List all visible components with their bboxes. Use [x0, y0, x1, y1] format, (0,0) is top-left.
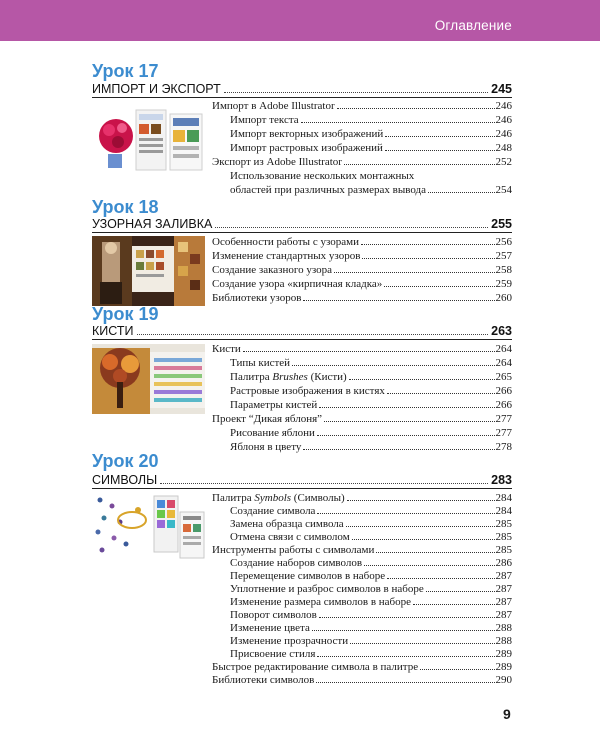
chapter-line[interactable] [92, 473, 512, 487]
divider [92, 339, 512, 340]
lesson-19-thumbnail [92, 344, 205, 414]
toc-entry[interactable]: Экспорт из Adobe Illustrator 252 [212, 156, 512, 168]
toc-entry[interactable]: Библиотеки узоров 260 [212, 292, 512, 304]
chapter-line[interactable] [92, 217, 512, 231]
toc-entry[interactable]: Особенности работы с узорами 256 [212, 236, 512, 248]
toc-entry[interactable]: Быстрое редактирование символа в палитре 289 [212, 661, 512, 673]
chapter-title: СИМВОЛЫ [92, 473, 158, 487]
lesson-18-thumbnail [92, 236, 205, 306]
chapter-line[interactable] [92, 324, 512, 338]
lesson-label: Урок 17 [92, 61, 159, 81]
chapter-title: КИСТИ [92, 324, 134, 338]
toc-entry[interactable]: Импорт растровых изображений 248 [230, 142, 512, 154]
toc-entry[interactable]: Создание узора «кирпичная кладка» 259 [212, 278, 512, 290]
toc-entry[interactable]: Перемещение символов в наборе 287 [230, 570, 512, 582]
chapter-title: УЗОРНАЯ ЗАЛИВКА [92, 217, 213, 231]
toc-entry[interactable]: Библиотеки символов 290 [212, 674, 512, 686]
divider [92, 232, 512, 233]
toc-entry[interactable]: Яблоня в цвету 278 [230, 441, 512, 453]
chapter-page: 283 [491, 473, 512, 487]
toc-entry[interactable]: Параметры кистей 266 [230, 399, 512, 411]
toc-entry[interactable]: Поворот символов 287 [230, 609, 512, 621]
chapter-title: ИМПОРТ И ЭКСПОРТ [92, 82, 221, 96]
toc-entry[interactable]: Изменение размера символов в наборе 287 [230, 596, 512, 608]
toc-entry[interactable]: Импорт текста 246 [230, 114, 512, 126]
toc-entry[interactable]: Импорт векторных изображений 246 [230, 128, 512, 140]
lesson-17-thumbnail [92, 106, 205, 176]
chapter-line[interactable] [92, 82, 512, 96]
toc-entry[interactable]: Присвоение стиля 289 [230, 648, 512, 660]
page-number: 9 [503, 706, 511, 722]
lesson-20-thumbnail [92, 492, 205, 562]
toc-entry[interactable]: Изменение прозрачности 288 [230, 635, 512, 647]
divider [92, 97, 512, 98]
toc-entry[interactable]: Проект “Дикая яблоня” 277 [212, 413, 512, 425]
toc-entry-line[interactable]: Использование нескольких монтажных [230, 170, 415, 182]
toc-entry[interactable]: Палитра Brushes (Кисти) 265 [230, 371, 512, 383]
toc-entry[interactable]: Изменение цвета 288 [230, 622, 512, 634]
lesson-label: Урок 19 [92, 304, 159, 324]
lesson-label: Урок 18 [92, 197, 159, 217]
toc-entry[interactable]: Замена образца символа 285 [230, 518, 512, 530]
chapter-page: 245 [491, 82, 512, 96]
chapter-page: 263 [491, 324, 512, 338]
toc-entry[interactable]: Растровые изображения в кистях 266 [230, 385, 512, 397]
toc-entry[interactable]: Создание символа 284 [230, 505, 512, 517]
toc-entry[interactable]: Кисти 264 [212, 343, 512, 355]
toc-entry[interactable]: Рисование яблони 277 [230, 427, 512, 439]
lesson-label: Урок 20 [92, 451, 159, 471]
toc-entry[interactable]: Изменение стандартных узоров 257 [212, 250, 512, 262]
toc-entry[interactable]: Импорт в Adobe Illustrator 246 [212, 100, 512, 112]
toc-entry[interactable]: Создание наборов символов 286 [230, 557, 512, 569]
toc-entry[interactable]: Отмена связи с символом 285 [230, 531, 512, 543]
toc-entry[interactable]: Создание заказного узора 258 [212, 264, 512, 276]
toc-entry[interactable]: Палитра Symbols (Символы) 284 [212, 492, 512, 504]
toc-entry[interactable]: Инструменты работы с символами 285 [212, 544, 512, 556]
divider [92, 488, 512, 489]
chapter-page: 255 [491, 217, 512, 231]
toc-entry[interactable]: областей при различных размерах вывода 254 [230, 184, 512, 196]
toc-entry[interactable]: Типы кистей 264 [230, 357, 512, 369]
section-title: Оглавление [434, 18, 512, 33]
toc-entry[interactable]: Уплотнение и разброс символов в наборе 287 [230, 583, 512, 595]
